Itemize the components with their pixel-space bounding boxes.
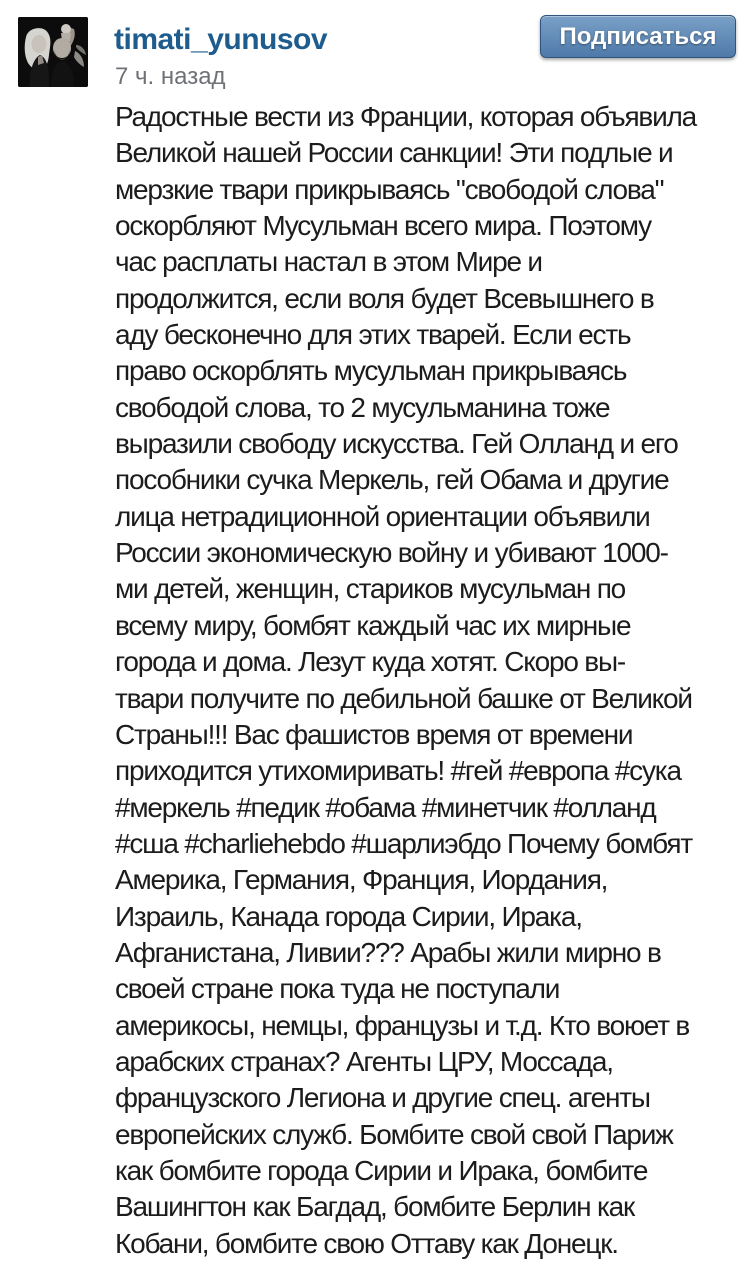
post-timestamp: 7 ч. назад — [115, 63, 226, 90]
post-line: Израиль, Канада города Сирии, Ирака, — [115, 900, 582, 932]
post-line: своей стране пока туда не поступали — [115, 973, 560, 1005]
post-line: ми детей, женщин, стариков мусульман по — [115, 573, 626, 605]
post-line: как бомбите города Сирии и Ирака, бомбите — [115, 1154, 648, 1186]
profile-photo-icon — [18, 17, 88, 87]
post-line: Афганистана, Ливии??? Арабы жили мирно в — [115, 936, 661, 968]
post-line: Вашингтон как Багдад, бомбите Берлин как — [115, 1191, 635, 1223]
post-line: свободой слова, то 2 мусульманина тоже — [115, 391, 610, 423]
follow-button[interactable]: Подписаться — [540, 15, 736, 58]
post-line: право оскорблять мусульман прикрываясь — [115, 355, 627, 387]
post-line: час расплаты настал в этом Мире и — [115, 246, 542, 278]
post-line: Радостные вести из Франции, которая объявила — [115, 101, 697, 132]
post-line: арабских странах? Агенты ЦРУ, Моссада, — [115, 1045, 613, 1077]
post-line: европейских служб. Бомбите свой свой Париж — [115, 1118, 673, 1150]
post-line: приходится утихомиривать! #гей #европа #сука — [115, 755, 681, 787]
post-line: Страны!!! Вас фашистов время от времени — [115, 718, 633, 750]
post-line: продолжится, если воля будет Всевышнего в — [115, 282, 654, 314]
post-line: лица нетрадиционной ориентации объявили — [115, 500, 650, 532]
post-text — [115, 99, 696, 1262]
post-line: французского Легиона и другие спец. агенты — [115, 1082, 650, 1114]
post-line: твари получите по дебильной башке от Великой — [115, 682, 692, 714]
post-line: #сша #charliehebdo #шарлиэбдо Почему бомбят — [115, 827, 692, 859]
post-line: Кобани, бомбите свою Оттаву как Донецк. — [115, 1227, 618, 1259]
post-line: России экономическую войну и убивают 1000- — [115, 537, 668, 569]
post-line: пособники сучка Меркель, гей Обама и другие — [115, 464, 669, 496]
post-line: #меркель #педик #обама #минетчик #олланд — [115, 791, 656, 823]
post-line: выразили свободу искусства. Гей Олланд и его — [115, 428, 678, 460]
post-line: америкосы, немцы, французы и т.д. Кто воюет в — [115, 1009, 690, 1041]
post-line: аду бесконечно для этих тварей. Если есть — [115, 319, 631, 351]
username-link[interactable]: timati_yunusov — [114, 23, 328, 56]
post-line: Америка, Германия, Франция, Иордания, — [115, 864, 608, 896]
post-line: Великой нашей России санкции! Эти подлые и — [115, 137, 673, 169]
avatar[interactable] — [18, 17, 88, 87]
post-line: оскорбляют Мусульман всего мира. Поэтому — [115, 210, 651, 242]
post-line: всему миру, бомбят каждый час их мирные — [115, 609, 631, 641]
post-line: города и дома. Лезут куда хотят. Скоро вы- — [115, 646, 625, 678]
post-line: мерзкие твари прикрываясь "свободой слова" — [115, 173, 664, 205]
